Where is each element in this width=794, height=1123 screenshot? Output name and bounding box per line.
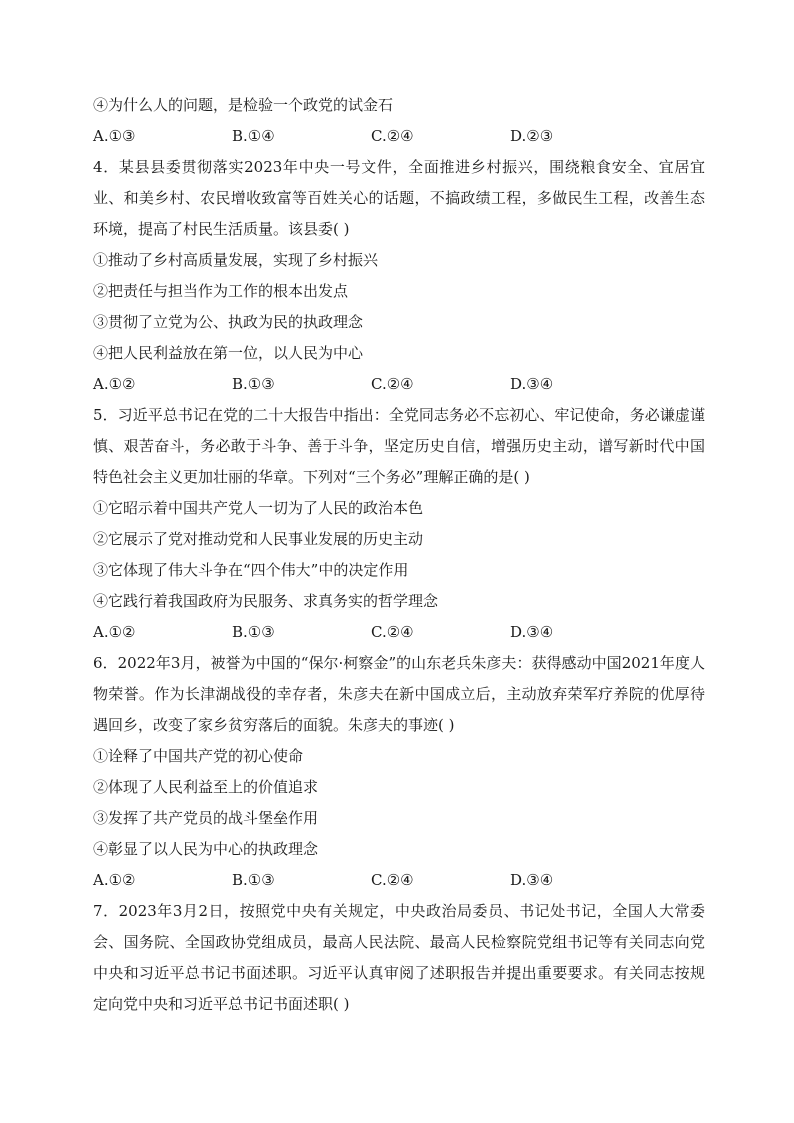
statement-line: ④为什么人的问题，是检验一个政党的试金石 [93,96,394,114]
option-d[interactable]: D.③④ [510,623,554,641]
question-5-stem: 5．习近平总书记在党的二十大报告中指出：全党同志务必不忘初心、牢记使命，务必谦虚谨慎、艰苦奋斗，务必敢于斗争、善于斗争，坚定历史自信，增强历史主动，谱写新时代中国特色社会主义更加壮丽的华章。下列对“三个务必”理解正确的是( ) [93,406,705,486]
option-c[interactable]: C.②④ [371,623,414,641]
option-c[interactable]: C.②④ [371,871,414,889]
question-6-stem: 6．2022年3月，被誉为中国的“保尔·柯察金”的山东老兵朱彦夫：获得感动中国2021年度人物荣誉。作为长津湖战役的幸存者，朱彦夫在新中国成立后，主动放弃荣军疗养院的优厚待遇回乡，改变了家乡贫穷落后的面貌。朱彦夫的事迹( ) [93,654,705,734]
option-b[interactable]: B.①④ [232,127,275,145]
statement-line: ②体现了人民利益至上的价值追求 [93,778,319,796]
statement-line: ④彰显了以人民为中心的执政理念 [93,840,319,858]
statement-line: ③它体现了伟大斗争在“四个伟大”中的决定作用 [93,561,409,579]
question-4-stem: 4．某县县委贯彻落实2023年中央一号文件，全面推进乡村振兴，围绕粮食安全、宜居宜业、和美乡村、农民增收致富等百姓关心的话题，不搞政绩工程，多做民生工程，改善生态环境，提高了村民生活质量。该县委( ) [93,158,705,238]
exam-page [93,90,705,1020]
option-b[interactable]: B.①③ [232,871,275,889]
option-a[interactable]: A.①② [93,623,136,641]
option-a[interactable]: A.①③ [93,127,136,145]
option-c[interactable]: C.②④ [371,127,414,145]
option-a[interactable]: A.①② [93,871,136,889]
option-a[interactable]: A.①② [93,375,136,393]
option-d[interactable]: D.③④ [510,375,554,393]
statement-line: ④把人民利益放在第一位，以人民为中心 [93,344,364,362]
option-d[interactable]: D.③④ [510,871,554,889]
statement-line: ②它展示了党对推动党和人民事业发展的历史主动 [93,530,424,548]
answer-options-row [93,617,705,648]
statement-line: ①诠释了中国共产党的初心使命 [93,747,304,765]
option-b[interactable]: B.①③ [232,375,275,393]
statement-line: ②把责任与担当作为工作的根本出发点 [93,282,349,300]
statement-line: ③发挥了共产党员的战斗堡垒作用 [93,809,319,827]
option-c[interactable]: C.②④ [371,375,414,393]
option-b[interactable]: B.①③ [232,623,275,641]
answer-options-row [93,865,705,896]
statement-line: ④它践行着我国政府为民服务、求真务实的哲学理念 [93,592,439,610]
question-7-stem: 7．2023年3月2日，按照党中央有关规定，中央政治局委员、书记处书记，全国人大常委会、国务院、全国政协党组成员，最高人民法院、最高人民检察院党组书记等有关同志向党中央和习近平总书记书面述职。习近平认真审阅了述职报告并提出重要要求。有关同志按规定向党中央和习近平总书记书面述职( ) [93,902,705,1013]
option-d[interactable]: D.②③ [510,127,554,145]
answer-options-row [93,121,705,152]
statement-line: ③贯彻了立党为公、执政为民的执政理念 [93,313,364,331]
statement-line: ①它昭示着中国共产党人一切为了人民的政治本色 [93,499,424,517]
answer-options-row [93,369,705,400]
statement-line: ①推动了乡村高质量发展，实现了乡村振兴 [93,251,379,269]
